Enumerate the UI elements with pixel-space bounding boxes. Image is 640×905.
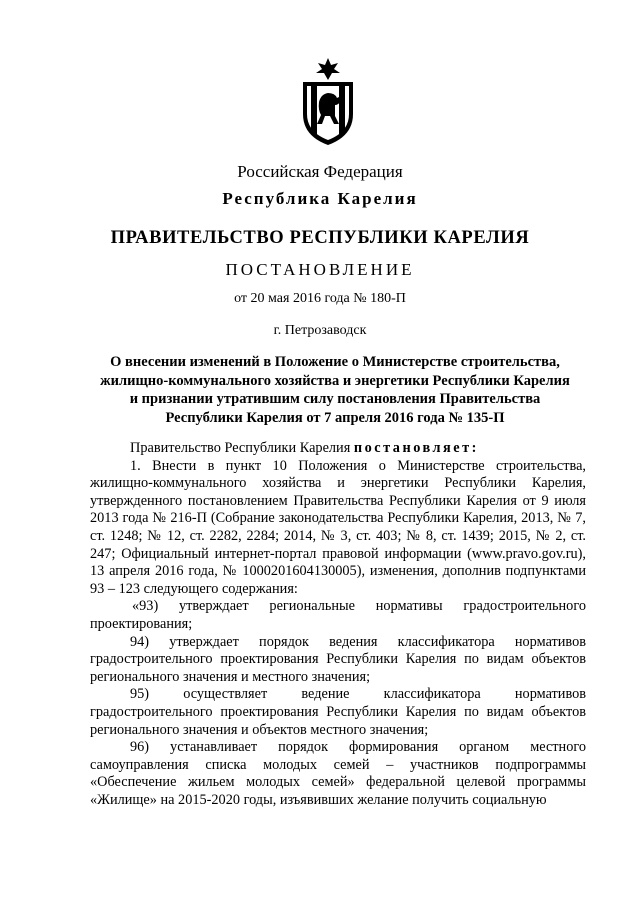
intro-paragraph — [90, 440, 586, 458]
republic-name: Республика Карелия — [222, 189, 418, 208]
government-name: ПРАВИТЕЛЬСТВО РЕСПУБЛИКИ КАРЕЛИЯ — [110, 228, 530, 248]
subitem-93: «93) утверждает региональные нормативы градостроительного проектирования; — [90, 598, 586, 632]
subitem-95: 95) осуществляет ведение классификатора нормативов градостроительного проектирования Республики Карелия по видам объектов регионального значения и объектов местного значения; — [90, 686, 586, 738]
document-date-number: от 20 мая 2016 года № 180-П — [234, 291, 406, 306]
subitem-94: 94) утверждает порядок ведения классификатора нормативов градостроительного проектирования Республики Карелия по видам объектов регионального значения и местного значения; — [90, 633, 586, 685]
intro-keyword: постановляет: — [353, 440, 479, 456]
document-body — [90, 440, 586, 809]
document-type: ПОСТАНОВЛЕНИЕ — [225, 260, 415, 279]
document-title: О внесении изменений в Положение о Министерстве строительства, жилищно-коммунального хозяйства и энергетики Республики Карелия и признании утратившим силу постановления Правительства Республики Карелия от 7 апреля 2016 года № 135-П — [100, 354, 570, 426]
subitem-96: 96) устанавливает порядок формирования органом местного самоуправления списка молодых семей – участников подпрограммы «Обеспечение жильем молодых семей» федеральной целевой программы «Жилище» на 2015-2020 годы, изъявивших желание получить социальную — [90, 739, 586, 808]
country-name: Российская Федерация — [237, 162, 403, 181]
intro-lead: Правительство Республики Карелия — [130, 440, 351, 456]
karelia-coat-of-arms-emblem — [297, 58, 359, 146]
item-1-paragraph: 1. Внести в пункт 10 Положения о Министерстве строительства, жилищно-коммунального хозяйства и энергетики Республики Карелия, утвержденного постановлением Правительства Республики Карелия от 9 июля 2013 года № 216-П (Собрание законодательства Республики Карелия, 2013, № 7, ст. 1248; № 12, ст. 2282, 2284; 2014, № 3, ст. 403; № 8, ст. 1439; 2015, № 2, ст. 247; Официальный интернет-портал правовой информации (www.pravo.gov.ru), 13 апреля 2016 года, № 1000201604130005), изменения, дополнив подпунктами 93 – 123 следующего содержания: — [90, 457, 586, 597]
document-city: г. Петрозаводск — [273, 323, 367, 338]
